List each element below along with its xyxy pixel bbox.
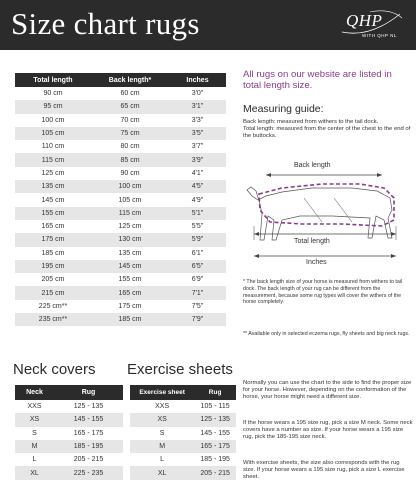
table-cell: 90 cm — [43, 90, 63, 98]
table-cell: 6'5" — [169, 260, 226, 273]
table-cell: XXS — [27, 403, 42, 411]
table-cell: XS — [15, 413, 54, 426]
horse-measurement-diagram — [242, 158, 410, 270]
table-row — [15, 260, 226, 273]
table-row — [15, 273, 226, 286]
table-header-row — [15, 385, 123, 400]
table-cell: 135 cm — [118, 249, 142, 257]
size-advice-paragraph: Normally you can use the chart to the side to find the proper size for your horse. However, depending on the conformation of the horse, your horse might need a different size. — [243, 380, 412, 400]
table-row — [15, 233, 226, 246]
table-cell: 4'1" — [191, 169, 204, 177]
table-cell: S — [32, 429, 37, 437]
table-row — [130, 413, 236, 426]
table-cell: 195 cm — [15, 260, 91, 273]
table-cell: 155 cm — [118, 276, 142, 284]
table-cell: 175 cm — [118, 302, 142, 310]
table-row — [15, 220, 226, 233]
table-cell: 125 - 135 — [73, 403, 104, 411]
table-cell: 4'9" — [191, 196, 204, 204]
exercise-sheets-title: Exercise sheets — [127, 361, 233, 378]
measuring-guide-title: Measuring guide: — [243, 103, 324, 115]
table-cell: 95 cm — [15, 100, 91, 113]
table-row — [15, 153, 226, 166]
column-header-total-length: Total length — [15, 73, 91, 87]
table-cell: 205 cm — [41, 276, 65, 284]
exercise-sheets-table — [130, 385, 236, 480]
table-cell: XL — [130, 466, 194, 479]
table-row — [130, 440, 236, 453]
table-cell: 205 - 215 — [73, 456, 104, 464]
table-cell: 125 - 135 — [194, 413, 236, 426]
table-cell: 225 cm** — [38, 302, 68, 310]
size-chart-table — [15, 73, 226, 326]
table-cell: L — [160, 456, 165, 464]
exercise-advice-paragraph: With exercise sheets, the size also corresponds with the rug size. If your horse wears a 195 size rug, pick a size L exercise sheet. — [243, 460, 405, 480]
column-header-neck: Neck — [15, 385, 54, 400]
table-row — [130, 427, 236, 440]
inches-label: Inches — [306, 259, 327, 266]
table-cell: 3'7" — [191, 143, 204, 151]
table-cell: 185 cm — [91, 313, 169, 326]
table-cell: 7'1" — [169, 286, 226, 299]
total-length-label: Total length — [294, 238, 330, 245]
table-cell: 215 cm — [15, 286, 91, 299]
table-cell: 185 - 195 — [54, 440, 123, 453]
table-cell: 5'9" — [169, 233, 226, 246]
table-cell: 165 cm — [41, 223, 65, 231]
highlight-note: All rugs on our website are listed in total length size. — [243, 69, 392, 91]
table-cell: XXS — [155, 403, 170, 411]
table-cell: 145 cm — [41, 196, 65, 204]
back-length-definition: Back length: measured from withers to the tail dock. — [243, 119, 379, 125]
horse-diagram-icon — [242, 158, 410, 270]
footnote-availability: ** Available only in selected eczema rugs, fly sheets and big neck rugs. — [243, 331, 410, 337]
table-cell: 115 cm — [91, 207, 169, 220]
column-header-exercise-sheet: Exercise sheet — [130, 385, 194, 400]
neck-covers-title: Neck covers — [13, 361, 96, 378]
neck-advice-paragraph: If the horse wears a 195 size rug, pick a size M neck. Some neck covers have a number as size. If your horse wears a 195 size rug, pick the 185-195 size neck. — [243, 420, 413, 440]
table-row — [15, 453, 123, 466]
column-header-back-length: Back length* — [91, 73, 169, 87]
table-cell: 205 - 215 — [194, 466, 236, 479]
table-cell: 165 - 175 — [73, 429, 104, 437]
table-cell: M — [15, 440, 54, 453]
table-cell: 3'1" — [169, 100, 226, 113]
page-title: Size chart rugs — [11, 6, 200, 41]
table-cell: 185 - 195 — [200, 456, 230, 464]
table-cell: 145 cm — [91, 260, 169, 273]
table-cell: 7'9" — [169, 313, 226, 326]
table-cell: 3'0" — [191, 90, 204, 98]
table-cell: 185 cm — [41, 249, 65, 257]
table-cell: 135 cm — [15, 180, 91, 193]
table-row — [130, 453, 236, 466]
total-length-definition: Total length: measured from the center of the chest to the end of the buttocks. — [243, 126, 411, 139]
table-cell: 110 cm — [41, 143, 65, 151]
table-cell: 4'5" — [169, 180, 226, 193]
table-header-row — [130, 385, 236, 400]
qhp-logo — [340, 8, 404, 44]
table-row — [15, 140, 226, 153]
table-cell: 145 - 155 — [200, 429, 230, 437]
table-cell: 105 cm — [118, 196, 142, 204]
table-cell: 155 cm — [15, 207, 91, 220]
table-cell: 5'5" — [191, 223, 204, 231]
table-row — [15, 247, 226, 260]
table-row — [15, 413, 123, 426]
table-cell: 6'9" — [191, 276, 204, 284]
table-cell: L — [32, 456, 37, 464]
column-header-inches: Inches — [169, 73, 226, 87]
table-row — [15, 207, 226, 220]
table-row — [15, 127, 226, 140]
table-row — [15, 440, 123, 453]
table-row — [130, 400, 236, 413]
table-row — [15, 313, 226, 326]
exercise-table-body — [130, 400, 236, 480]
table-cell: 75 cm — [91, 127, 169, 140]
table-cell: 65 cm — [91, 100, 169, 113]
table-row — [15, 400, 123, 413]
measuring-guide-text — [243, 119, 411, 140]
table-cell: 175 cm — [15, 233, 91, 246]
table-cell: 5'1" — [169, 207, 226, 220]
table-cell: 3'5" — [169, 127, 226, 140]
table-row — [15, 180, 226, 193]
table-cell: 60 cm — [120, 90, 140, 98]
header-bar — [0, 0, 416, 50]
table-row — [15, 193, 226, 206]
table-row — [15, 466, 123, 479]
logo-text: QHP — [346, 11, 383, 30]
table-row — [15, 427, 123, 440]
footnote-back-length: * The back length size of your horse is measured from withers to tail dock. The back length of your rug can be different from the measurement, because some rug types will cover the withers of the horse completely. — [243, 279, 403, 306]
table-header-row — [15, 73, 226, 87]
table-cell: 235 cm** — [15, 313, 91, 326]
table-cell: 85 cm — [91, 153, 169, 166]
table-cell: 225 - 235 — [54, 466, 123, 479]
table-cell: 125 cm — [41, 169, 65, 177]
table-cell: XS — [130, 413, 194, 426]
table-row — [15, 114, 226, 127]
table-row — [130, 466, 236, 479]
table-cell: 105 - 115 — [200, 403, 230, 411]
table-row — [15, 286, 226, 299]
table-row — [15, 87, 226, 100]
table-row — [15, 100, 226, 113]
column-header-rug: Rug — [54, 385, 123, 400]
table-row — [15, 167, 226, 180]
table-cell: 6'1" — [191, 249, 204, 257]
table-cell: 130 cm — [91, 233, 169, 246]
table-cell: M — [130, 440, 194, 453]
table-cell: 100 cm — [91, 180, 169, 193]
table-cell: 115 cm — [15, 153, 91, 166]
table-cell: 3'9" — [169, 153, 226, 166]
neck-table-body — [15, 400, 123, 480]
table-cell: 70 cm — [120, 116, 140, 124]
table-cell: 145 - 155 — [54, 413, 123, 426]
column-header-rug: Rug — [194, 385, 236, 400]
table-row — [15, 300, 226, 313]
table-cell: 165 - 175 — [194, 440, 236, 453]
logo-subtext: WITH QHP NL — [362, 33, 397, 38]
table-cell: XL — [15, 466, 54, 479]
table-cell: 7'5" — [191, 302, 204, 310]
table-cell: 165 cm — [91, 286, 169, 299]
table-cell: 3'3" — [191, 116, 204, 124]
table-cell: 125 cm — [118, 223, 142, 231]
back-length-label: Back length — [294, 162, 331, 169]
neck-covers-table — [15, 385, 123, 480]
table-cell: 105 cm — [15, 127, 91, 140]
size-table-body — [15, 87, 226, 326]
table-cell: S — [159, 429, 165, 437]
table-cell: 90 cm — [120, 169, 140, 177]
table-cell: 80 cm — [120, 143, 140, 151]
table-cell: 100 cm — [41, 116, 65, 124]
